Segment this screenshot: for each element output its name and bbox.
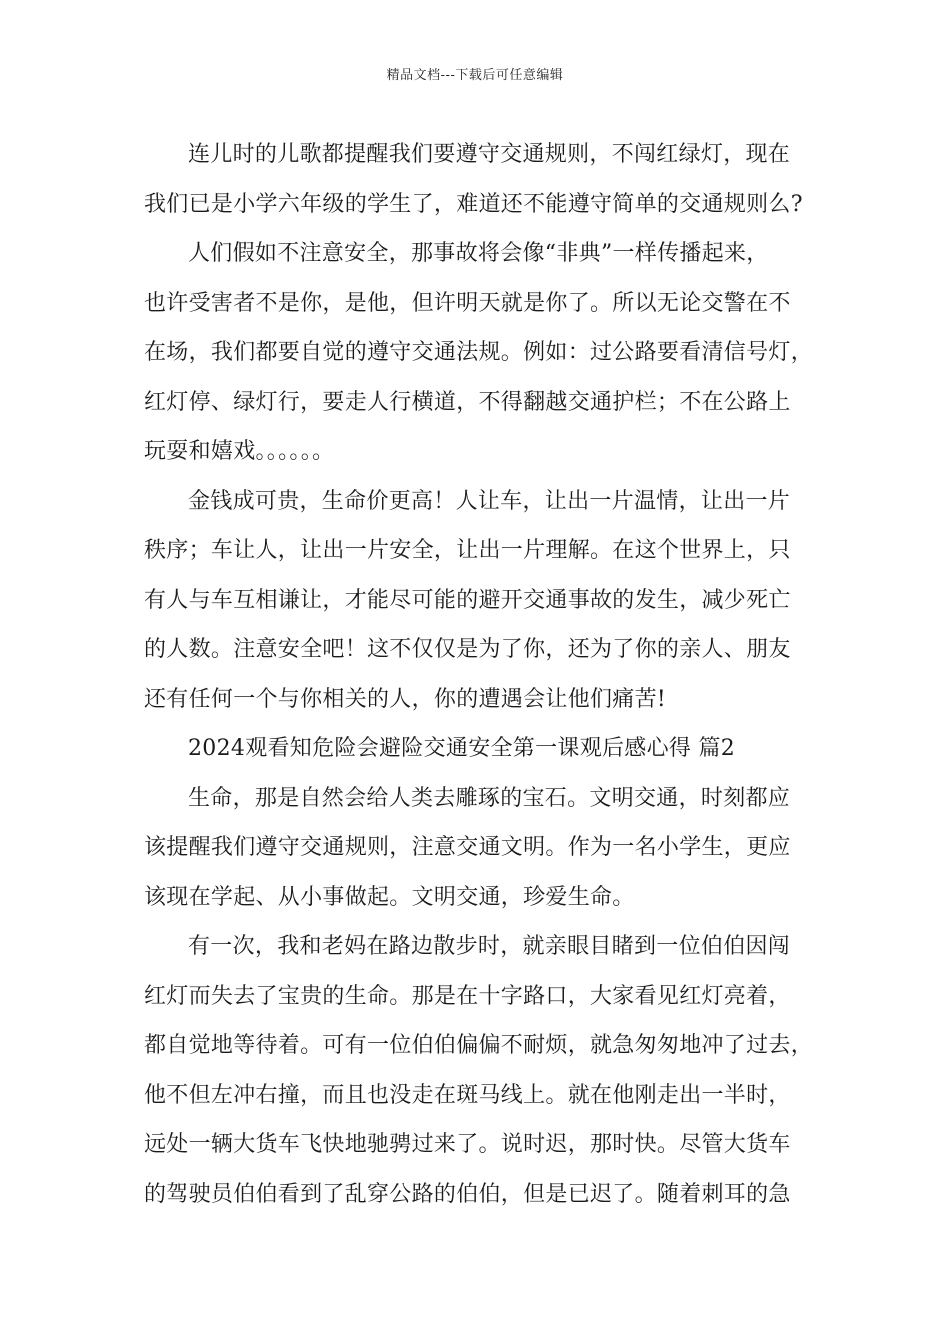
text-line: 玩耍和嬉戏。。。。。。 (144, 439, 335, 464)
page-header: 精品文档---下载后可任意编辑 (386, 68, 564, 83)
text-line: 连儿时的儿歌都提醒我们要遵守交通规则，不闯红绿灯，现在 (188, 142, 791, 167)
text-line: 也许受害者不是你，是他，但许明天就是你了。所以无论交警在不 (144, 290, 791, 316)
text-line: 该提醒我们遵守交通规则，注意交通文明。作为一名小学生，更应 (144, 835, 791, 860)
text-line: 生命，那是自然会给人类去雕琢的宝石。文明交通，时刻都应 (188, 785, 791, 811)
text-line: 我们已是小学六年级的学生了，难道还不能遵守简单的交通规则么? (144, 191, 803, 217)
text-line: 有人与车互相谦让，才能尽可能的避开交通事故的发生，减少死亡 (144, 587, 791, 613)
text-line: 红灯而失去了宝贵的生命。那是在十字路口，大家看见红灯亮着， (144, 983, 791, 1009)
text-line: 人们假如不注意安全，那事故将会像“非典”一样传播起来， (188, 241, 769, 266)
text-line: 金钱成可贵，生命价更高！人让车，让出一片温情，让出一片 (188, 488, 791, 514)
text-line: 还有任何一个与你相关的人，你的遭遇会让他们痛苦! (144, 686, 667, 712)
section-heading: 2024观看知危险会避险交通安全第一课观后感心得 篇2 (188, 736, 736, 761)
text-line: 在场，我们都要自觉的遵守交通法规。例如：过公路要看清信号灯， (144, 340, 814, 365)
text-line: 该现在学起、从小事做起。文明交通，珍爱生命。 (144, 884, 635, 910)
document-body (144, 130, 816, 1219)
text-line: 远处一辆大货车飞快地驰骋过来了。说时迟，那时快。尽管大货车 (144, 1132, 791, 1157)
text-line: 秩序；车让人，让出一片安全，让出一片理解。在这个世界上，只 (144, 538, 791, 563)
text-line: 有一次，我和老妈在路边散步时，就亲眼目睹到一位伯伯因闯 (188, 934, 791, 959)
text-line: 他不但左冲右撞，而且也没走在斑马线上。就在他刚走出一半时， (144, 1082, 791, 1108)
text-line: 的人数。注意安全吧！这不仅仅是为了你，还为了你的亲人、朋友 (144, 637, 791, 662)
text-line: 都自觉地等待着。可有一位伯伯偏偏不耐烦，就急匆匆地冲了过去， (144, 1033, 814, 1058)
text-line: 的驾驶员伯伯看到了乱穿公路的伯伯，但是已迟了。随着刺耳的急 (144, 1181, 791, 1207)
text-line: 红灯停、绿灯行，要走人行横道，不得翻越交通护栏；不在公路上 (144, 389, 791, 415)
